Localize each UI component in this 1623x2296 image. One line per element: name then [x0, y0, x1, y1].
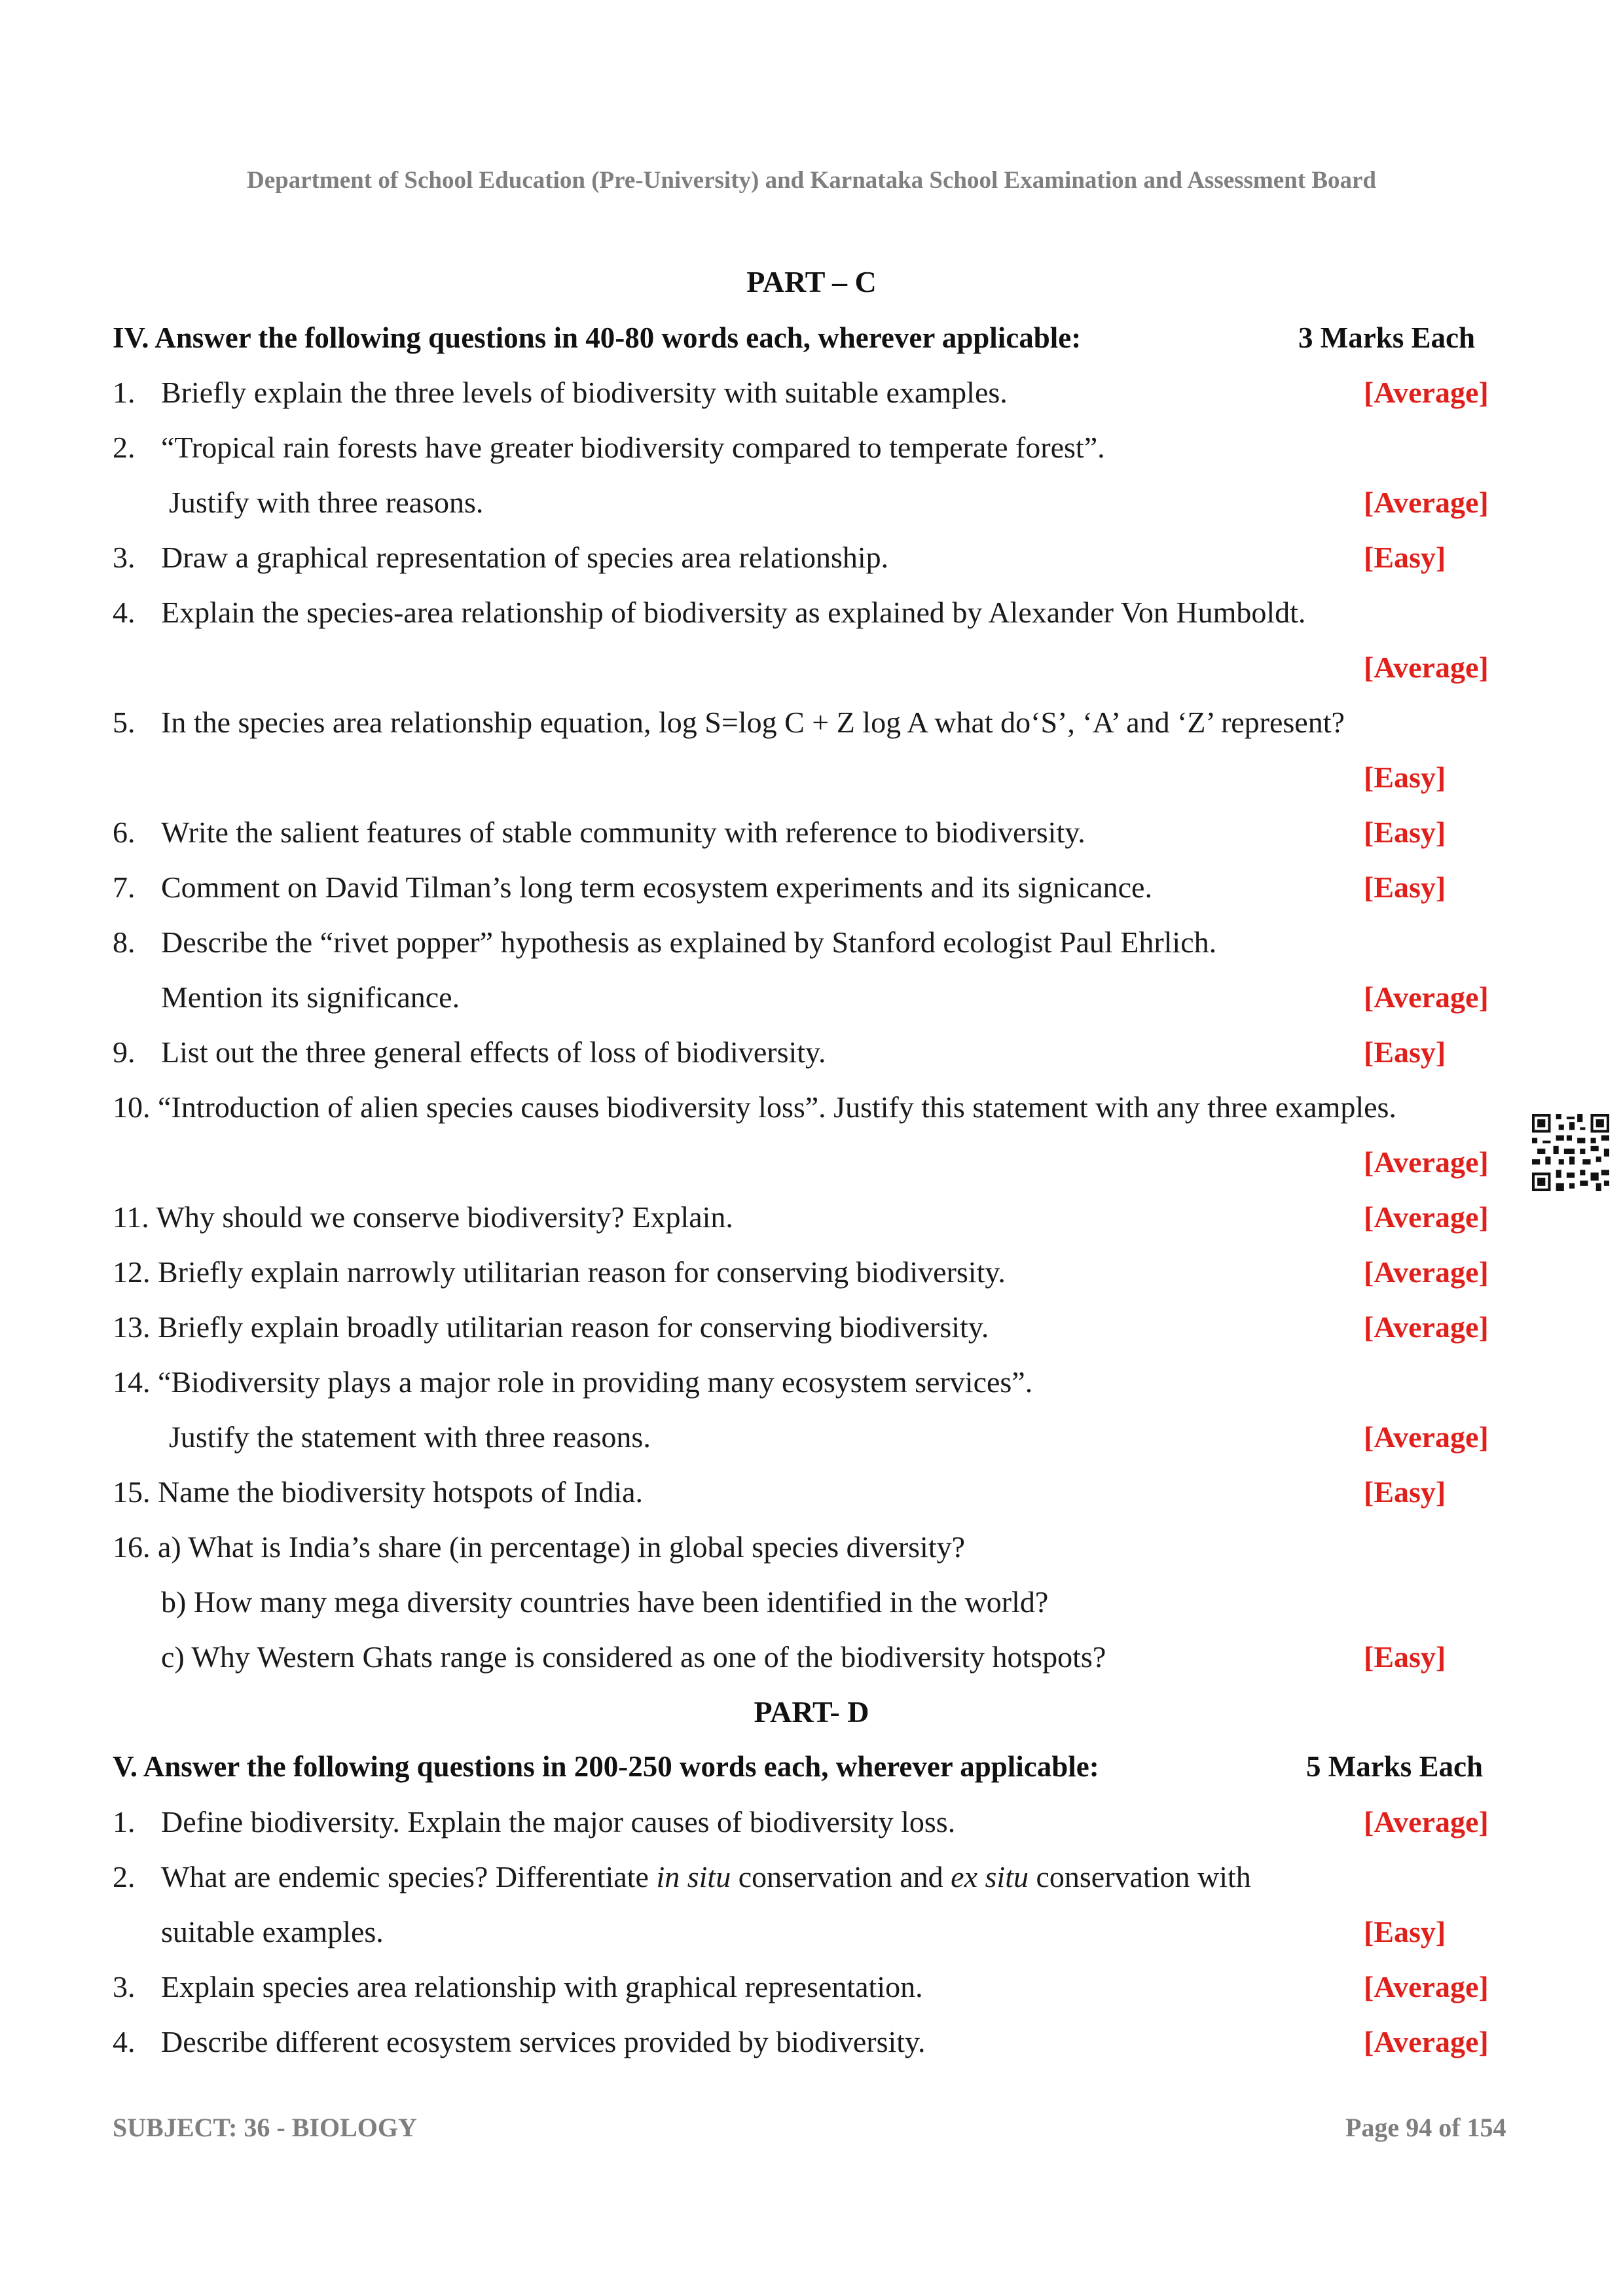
- question-text: 15. Name the biodiversity hotspots of India.: [113, 1475, 643, 1509]
- qr-code-icon: [1532, 1114, 1609, 1191]
- footer-page-number: Page 94 of 154: [1345, 2113, 1506, 2142]
- part-d-title: PART- D: [754, 1695, 869, 1729]
- difficulty-tag: [Easy]: [1364, 870, 1446, 904]
- question-text: In the species area relationship equation, log S=log C + Z log A what do‘S’, ‘A’ and ‘Z’ represent?: [161, 706, 1345, 739]
- question-text: Describe different ecosystem services provided by biodiversity.: [161, 2025, 926, 2058]
- section-v-heading: V. Answer the following questions in 200-250 words each, wherever applicable:: [113, 1750, 1099, 1783]
- question-text: Describe the “rivet popper” hypothesis as explained by Stanford ecologist Paul Ehrlich.: [161, 925, 1217, 959]
- question-number: 3.: [113, 1970, 136, 2003]
- question-text: [161, 1859, 1251, 1894]
- question-number: 2.: [113, 431, 136, 464]
- footer-subject: SUBJECT: 36 - BIOLOGY: [113, 2113, 417, 2142]
- difficulty-tag: [Average]: [1364, 1310, 1489, 1344]
- question-number: 6.: [113, 816, 136, 849]
- question-text: Comment on David Tilman’s long term ecosystem experiments and its signicance.: [161, 870, 1152, 904]
- question-text-continued: suitable examples.: [161, 1915, 384, 1948]
- question-text: 10. “Introduction of alien species causes biodiversity loss”. Justify this statement with any three examples.: [113, 1090, 1396, 1124]
- page-header: Department of School Education (Pre-University) and Karnataka School Examination and Assessment Board: [246, 167, 1377, 194]
- question-subpart: b) How many mega diversity countries have been identified in the world?: [161, 1585, 1049, 1619]
- difficulty-tag: [Easy]: [1364, 761, 1446, 794]
- question-text: Briefly explain the three levels of biodiversity with suitable examples.: [161, 376, 1008, 409]
- difficulty-tag: [Easy]: [1364, 1640, 1446, 1674]
- difficulty-tag: [Easy]: [1364, 816, 1446, 849]
- question-text-italic: in situ: [656, 1860, 731, 1893]
- section-v-marks: 5 Marks Each: [1306, 1750, 1483, 1783]
- difficulty-tag: [Average]: [1364, 1200, 1489, 1234]
- question-text-italic: ex situ: [951, 1860, 1029, 1893]
- difficulty-tag: [Average]: [1364, 651, 1489, 684]
- section-iv-heading: IV. Answer the following questions in 40-80 words each, wherever applicable:: [113, 321, 1082, 354]
- difficulty-tag: [Average]: [1364, 1255, 1489, 1289]
- difficulty-tag: [Average]: [1364, 1420, 1489, 1454]
- question-text: 11. Why should we conserve biodiversity? Explain.: [113, 1200, 733, 1234]
- question-number: 9.: [113, 1035, 136, 1069]
- question-text: Explain the species-area relationship of biodiversity as explained by Alexander Von Humboldt.: [161, 596, 1306, 629]
- question-text-continued: Justify with three reasons.: [169, 486, 484, 519]
- question-number: 7.: [113, 870, 136, 904]
- difficulty-tag: [Average]: [1364, 486, 1489, 519]
- question-text-continued: Mention its significance.: [161, 980, 460, 1014]
- part-c-title: PART – C: [746, 265, 877, 298]
- difficulty-tag: [Average]: [1364, 1805, 1489, 1839]
- question-text-part: conservation with: [1028, 1860, 1251, 1893]
- difficulty-tag: [Average]: [1364, 980, 1489, 1014]
- question-subpart: c) Why Western Ghats range is considered as one of the biodiversity hotspots?: [161, 1640, 1106, 1674]
- difficulty-tag: [Easy]: [1364, 1035, 1446, 1069]
- difficulty-tag: [Average]: [1364, 1145, 1489, 1179]
- question-text: Define biodiversity. Explain the major causes of biodiversity loss.: [161, 1805, 956, 1839]
- question-number: 5.: [113, 706, 136, 739]
- question-number: 8.: [113, 925, 136, 959]
- question-number: 4.: [113, 596, 136, 629]
- question-number: 1.: [113, 1805, 136, 1839]
- question-number: 2.: [113, 1860, 136, 1893]
- question-number: 1.: [113, 376, 136, 409]
- question-text: 13. Briefly explain broadly utilitarian reason for conserving biodiversity.: [113, 1310, 989, 1344]
- question-text-part: What are endemic species? Differentiate: [161, 1860, 657, 1893]
- question-text: Draw a graphical representation of species area relationship.: [161, 541, 889, 574]
- question-number: 3.: [113, 541, 136, 574]
- question-text: Write the salient features of stable community with reference to biodiversity.: [161, 816, 1085, 849]
- question-text-continued: Justify the statement with three reasons.: [169, 1420, 651, 1454]
- question-text-part: conservation and: [731, 1860, 951, 1893]
- question-text: “Tropical rain forests have greater biodiversity compared to temperate forest”.: [161, 431, 1105, 464]
- difficulty-tag: [Average]: [1364, 2025, 1489, 2058]
- difficulty-tag: [Average]: [1364, 376, 1489, 409]
- question-text: 14. “Biodiversity plays a major role in providing many ecosystem services”.: [113, 1365, 1033, 1399]
- difficulty-tag: [Easy]: [1364, 1475, 1446, 1509]
- difficulty-tag: [Average]: [1364, 1970, 1489, 2003]
- question-text: 16. a) What is India’s share (in percentage) in global species diversity?: [113, 1530, 966, 1564]
- question-text: Explain species area relationship with graphical representation.: [161, 1970, 923, 2003]
- section-iv-marks: 3 Marks Each: [1298, 321, 1475, 354]
- difficulty-tag: [Easy]: [1364, 1915, 1446, 1948]
- question-text: List out the three general effects of loss of biodiversity.: [161, 1035, 826, 1069]
- question-text: 12. Briefly explain narrowly utilitarian reason for conserving biodiversity.: [113, 1255, 1006, 1289]
- difficulty-tag: [Easy]: [1364, 541, 1446, 574]
- question-number: 4.: [113, 2025, 136, 2058]
